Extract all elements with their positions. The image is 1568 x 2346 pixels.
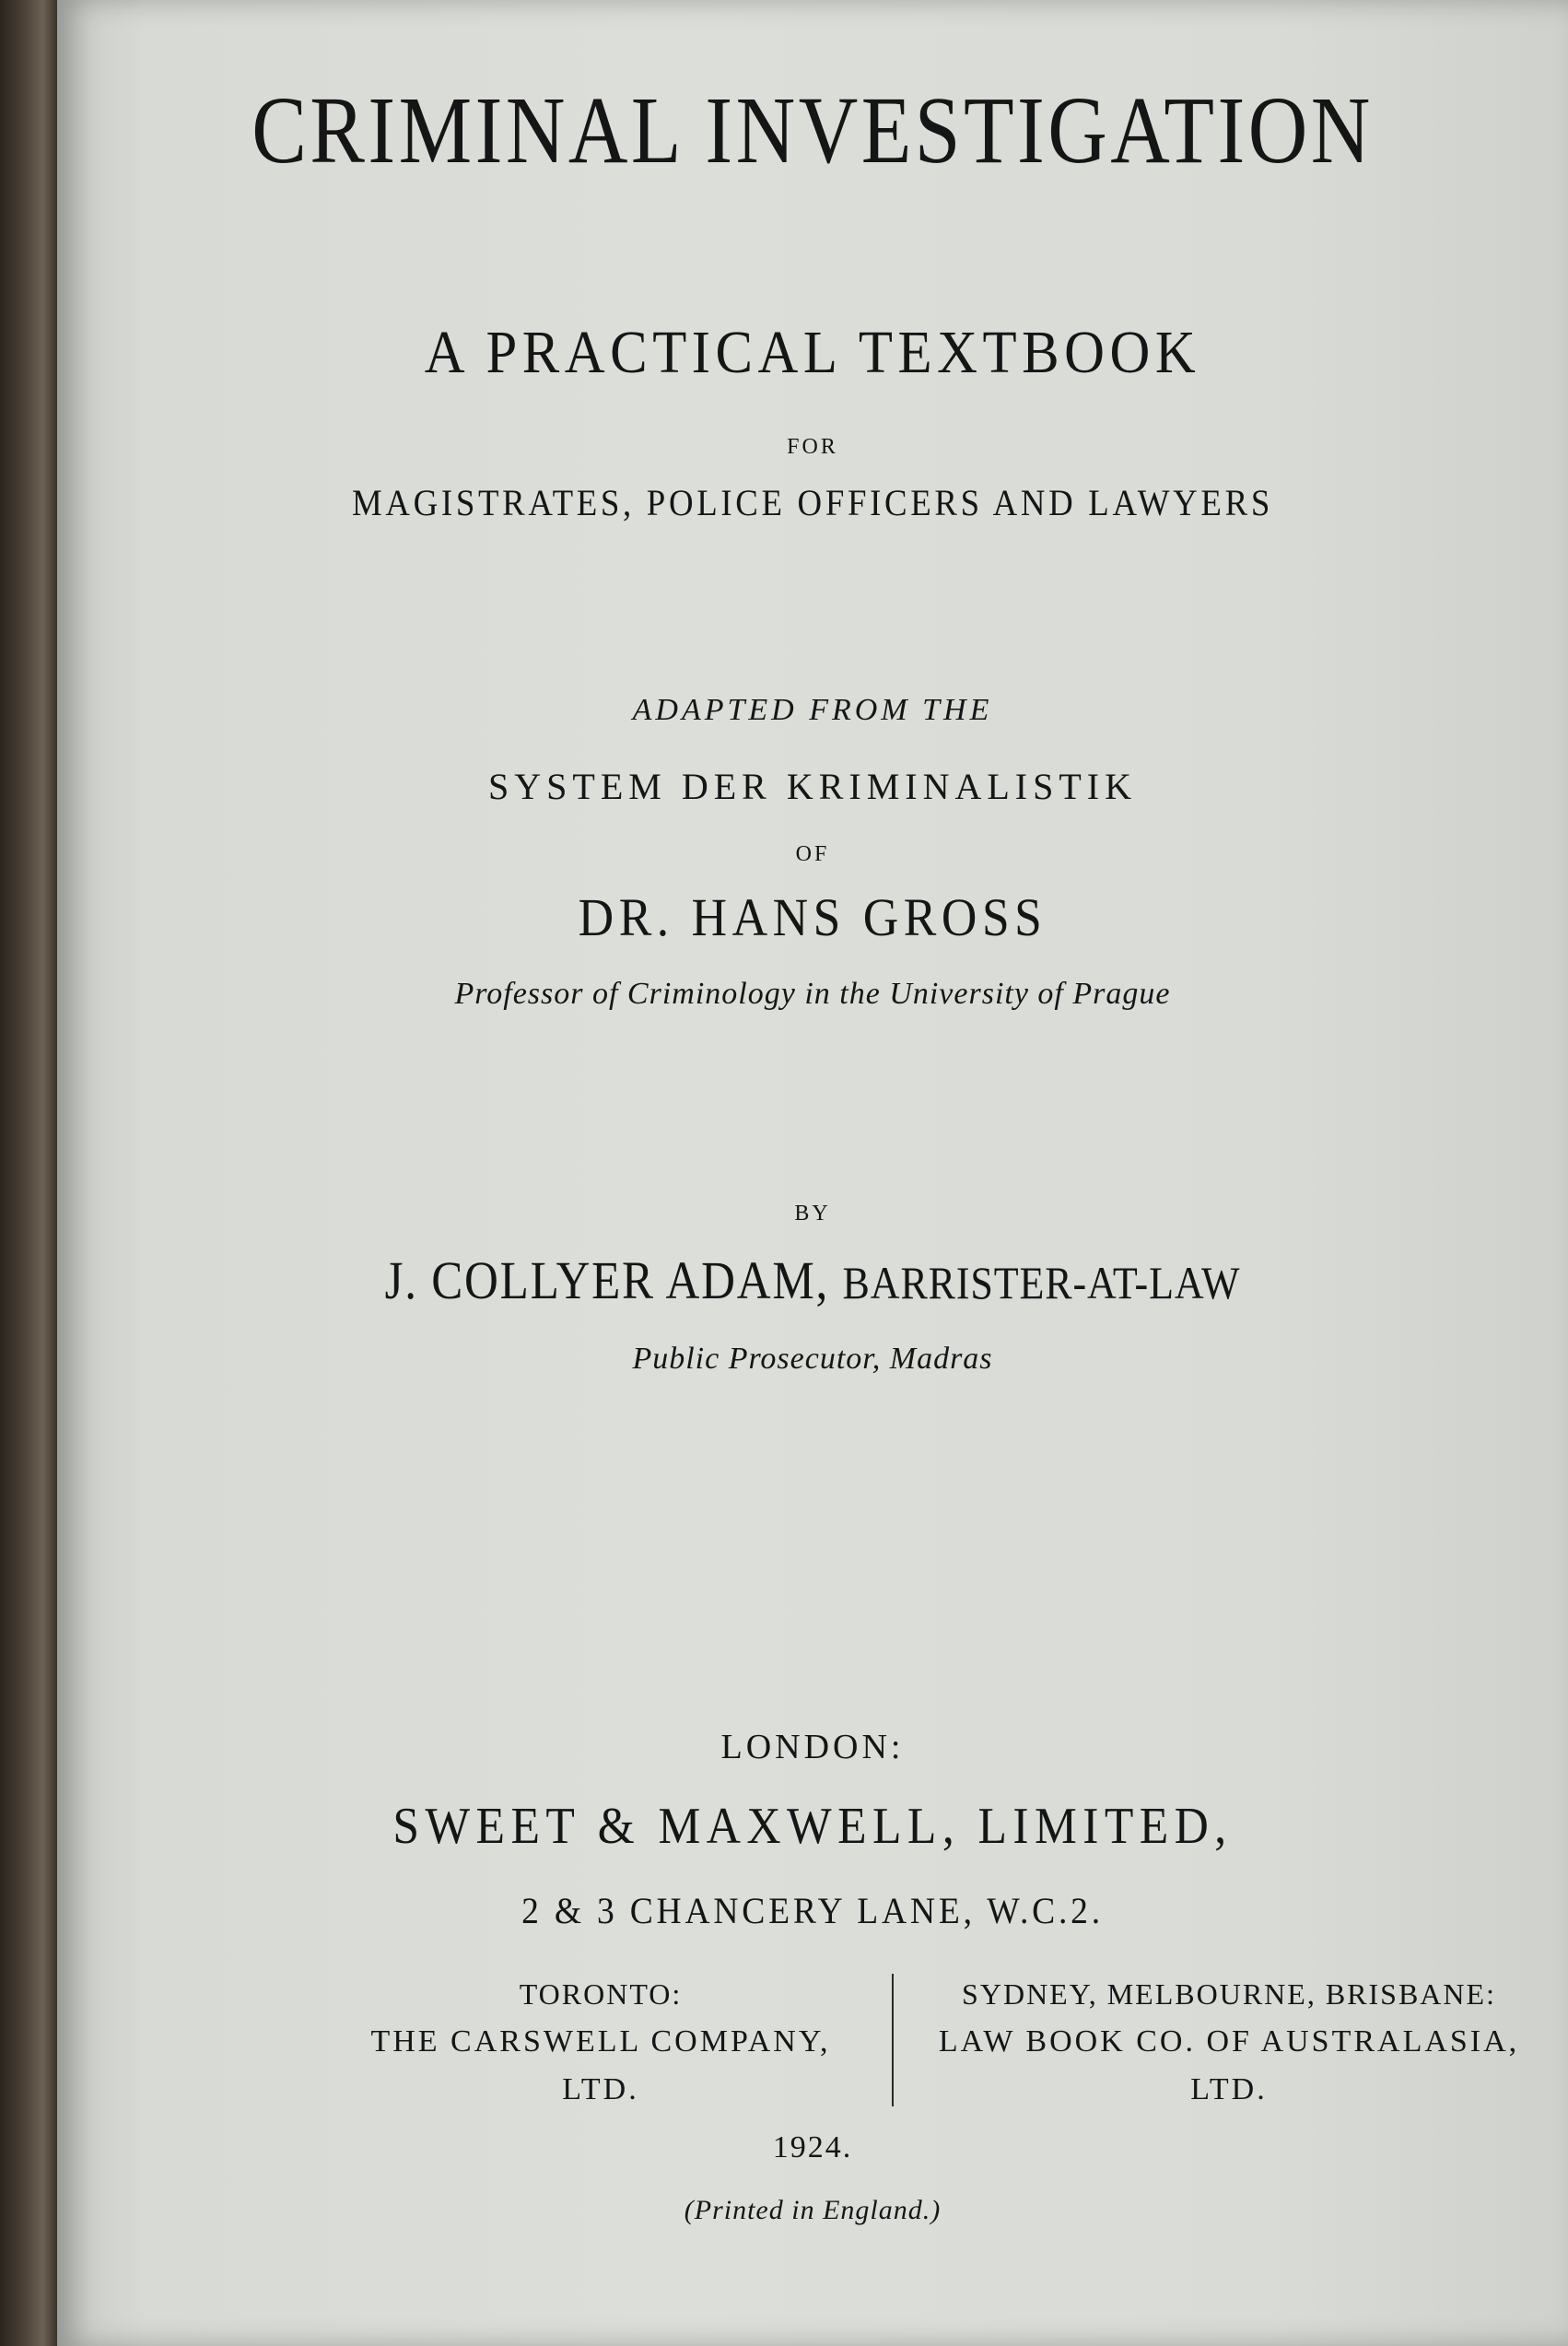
audience-line: MAGISTRATES, POLICE OFFICERS AND LAWYERS	[352, 482, 1273, 523]
publisher-address: 2 & 3 CHANCERY LANE, W.C.2.	[521, 1890, 1104, 1931]
printed-note: (Printed in England.)	[684, 2195, 942, 2225]
of-word: OF	[795, 842, 830, 866]
branch-divider	[892, 1974, 894, 2106]
adapted-from-line: ADAPTED FROM THE	[632, 693, 993, 727]
branch-right-line1: LAW BOOK CO. OF AUSTRALASIA,	[938, 2024, 1520, 2059]
adapter-title: Public Prosecutor, Madras	[632, 1342, 993, 1376]
by-word: BY	[794, 1202, 831, 1226]
adapter-name: J. COLLYER ADAM,	[384, 1250, 830, 1310]
adapter-credential: BARRISTER-AT-LAW	[842, 1257, 1241, 1308]
original-author-title: Professor of Criminology in the University of Prague	[454, 977, 1171, 1011]
book-subtitle: A PRACTICAL TEXTBOOK	[424, 319, 1201, 386]
branch-left-line1: THE CARSWELL COMPANY,	[370, 2024, 831, 2059]
book-spine	[0, 0, 57, 2346]
original-author: DR. HANS GROSS	[578, 887, 1047, 947]
branch-right-label: SYDNEY, MELBOURNE, BRISBANE:	[962, 1977, 1496, 2011]
publication-year: 1924.	[772, 2130, 853, 2164]
source-work-title: SYSTEM DER KRIMINALISTIK	[488, 766, 1137, 807]
branch-left-line2: LTD.	[562, 2072, 639, 2106]
branch-left-label: TORONTO:	[519, 1977, 683, 2011]
branch-australasia	[907, 1970, 1551, 2114]
title-page	[57, 0, 1568, 2346]
book-title: CRIMINAL INVESTIGATION	[252, 77, 1374, 183]
publisher-name: SWEET & MAXWELL, LIMITED,	[392, 1798, 1233, 1855]
branch-toronto	[306, 1970, 895, 2114]
for-word: FOR	[787, 435, 838, 459]
branch-right-line2: LTD.	[1190, 2072, 1268, 2106]
adapter-line	[147, 1249, 1477, 1311]
imprint-city: LONDON:	[720, 1728, 905, 1766]
